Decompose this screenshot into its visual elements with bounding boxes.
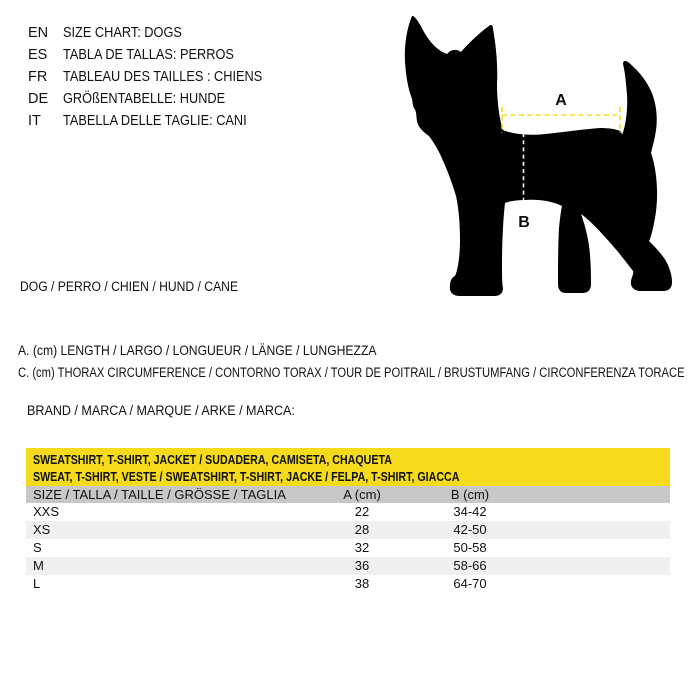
size-cell: M (33, 558, 44, 573)
language-row-it (28, 110, 289, 132)
dog-silhouette (405, 16, 672, 296)
measure-a-caption (18, 343, 416, 358)
language-row-fr (28, 66, 289, 88)
a-cell: 22 (354, 504, 370, 519)
measurement-a-label: A (555, 92, 567, 109)
measurement-b-label: B (518, 214, 530, 231)
table-row-s (26, 539, 670, 557)
language-title: SIZE CHART: DOGS (63, 25, 182, 41)
b-cell: 64-70 (453, 576, 487, 591)
size-cell: S (33, 540, 42, 555)
column-header-size: SIZE / TALLA / TAILLE / GRÖSSE / TAGLIA (33, 487, 286, 502)
a-cell: 38 (354, 576, 370, 591)
dog-measurement-diagram (390, 2, 682, 302)
size-cell: XXS (33, 504, 60, 519)
language-row-es (28, 44, 289, 66)
language-code: DE (28, 91, 49, 107)
b-cell: 58-66 (453, 558, 487, 573)
size-cell: XS (33, 522, 51, 537)
language-row-en (28, 22, 289, 44)
table-row-xxs (26, 503, 670, 521)
language-title: GRÖßENTABELLE: HUNDE (63, 91, 226, 107)
a-cell: 32 (354, 540, 370, 555)
language-row-de (28, 88, 289, 110)
language-code: ES (28, 47, 48, 63)
language-title: TABELLA DELLE TAGLIE: CANI (63, 113, 247, 129)
table-row-xs (26, 521, 670, 539)
b-cell: 34-42 (453, 504, 487, 519)
a-cell: 28 (354, 522, 370, 537)
b-cell: 50-58 (453, 540, 487, 555)
language-code: IT (28, 113, 41, 129)
column-header-b: B (cm) (450, 487, 490, 502)
language-title: TABLEAU DES TAILLES : CHIENS (63, 69, 263, 85)
measure-a-caption-text: A. (cm) LENGTH / LARGO / LONGUEUR / LÄNGE / LUNGHEZZA (18, 343, 377, 358)
size-table-title-line2: SWEAT, T-SHIRT, VESTE / SWEATSHIRT, T-SHIRT, JACKE / FELPA, T-SHIRT, GIACCA (33, 469, 460, 484)
table-row-l (26, 575, 670, 593)
animal-caption-text: DOG / PERRO / CHIEN / HUND / CANE (20, 279, 239, 294)
b-cell: 42-50 (453, 522, 487, 537)
language-code: EN (28, 25, 49, 41)
measure-c-caption (18, 365, 700, 380)
animal-caption (20, 279, 262, 294)
measure-c-caption-text: C. (cm) THORAX CIRCUMFERENCE / CONTORNO TORAX / TOUR DE POITRAIL / BRUSTUMFANG / CIRCONFERENZA TORACE (18, 365, 685, 380)
a-cell: 36 (354, 558, 370, 573)
brand-caption (27, 403, 315, 418)
language-list (28, 22, 289, 132)
column-header-a: A (cm) (343, 487, 381, 502)
size-table (26, 448, 670, 593)
size-table-title (26, 448, 670, 486)
size-cell: L (33, 576, 41, 591)
language-code: FR (28, 69, 48, 85)
size-table-title-line1: SWEATSHIRT, T-SHIRT, JACKET / SUDADERA, CAMISETA, CHAQUETA (33, 452, 392, 467)
size-table-header-row (26, 486, 670, 503)
language-title: TABLA DE TALLAS: PERROS (63, 47, 234, 63)
table-row-m (26, 557, 670, 575)
brand-caption-text: BRAND / MARCA / MARQUE / ARKE / MARCA: (27, 403, 295, 418)
